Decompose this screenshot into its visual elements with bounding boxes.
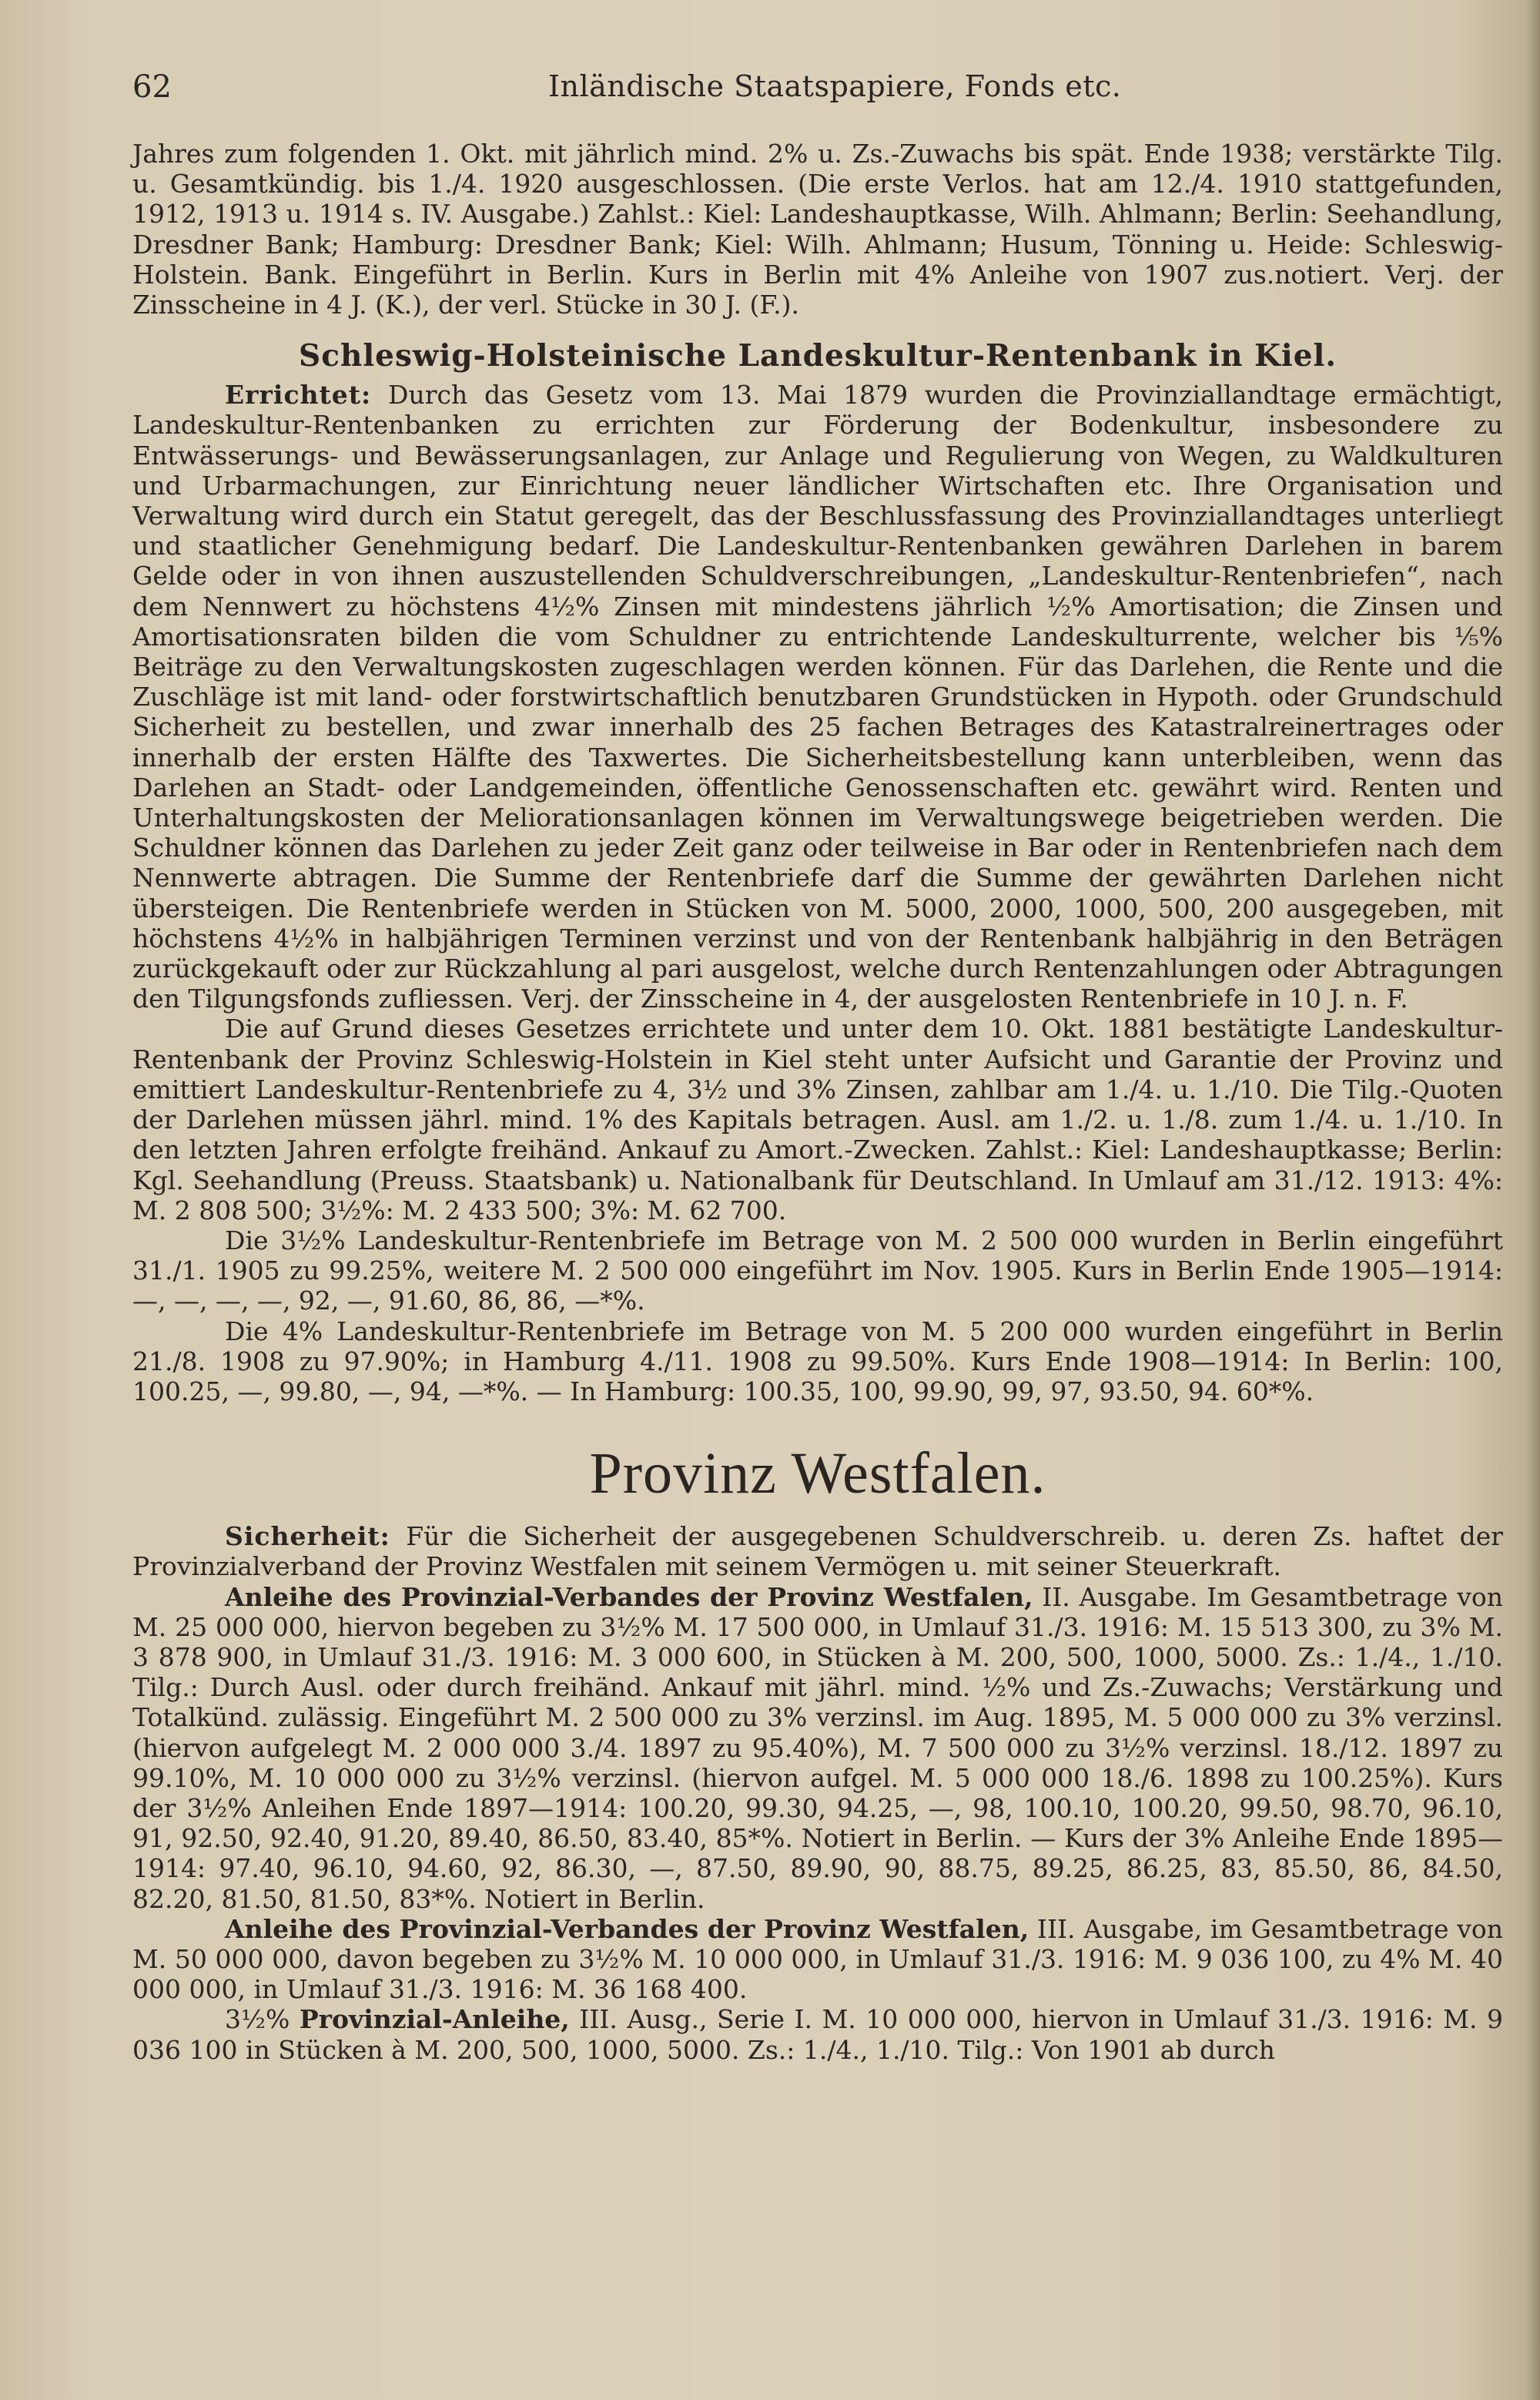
schleswig-heading: Schleswig-Holsteinische Landeskultur-Rentenbank in Kiel. xyxy=(299,338,1337,374)
anleihe-2-label: Anleihe des Provinzial-Verbandes der Provinz Westfalen, xyxy=(225,1581,1033,1612)
anleihe-3-text: III. Ausgabe, im Gesamtbetrage von M. 50 000 000, davon begeben zu 3½% M. 10 000 000, in Umlauf 31./3. 1916: M. 9 036 100, zu 4% M. 40 000 000, in Umlauf 31./3. 1916: M. 36 168 400. xyxy=(132,1913,1504,2005)
errichtet-label: Errichtet: xyxy=(225,380,372,411)
page-content xyxy=(132,54,1503,2065)
sicherheit-text: Für die Sicherheit der ausgegebenen Schuldverschreib. u. deren Zs. haftet der Provinzialverband der Provinz Westfalen mit seinem Vermögen u. mit seiner Steuerkraft. xyxy=(132,1521,1503,1582)
westfalen-anleihe-2-paragraph xyxy=(132,1582,1503,1914)
running-title: Inländische Staatspapiere, Fonds etc. xyxy=(548,69,1122,103)
schleswig-paragraph-3: Die 3½% Landeskultur-Rentenbriefe im Betrage von M. 2 500 000 wurden in Berlin eingeführt 31./1. 1905 zu 99.25%, weitere M. 2 500 000 eingeführt im Nov. 1905. Kurs in Berlin Ende 1905—1914: —, —, —, —, 92, —, 91.60, 86, 86, —*%. xyxy=(132,1225,1503,1316)
sicherheit-label: Sicherheit: xyxy=(225,1521,390,1552)
page-header xyxy=(132,54,1503,139)
intro-paragraph: Jahres zum folgenden 1. Okt. mit jährlich mind. 2% u. Zs.-Zuwachs bis spät. Ende 1938; verstärkte Tilg. u. Gesamtkündig. bis 1./4. 1920 ausgeschlossen. (Die erste Verlos. hat am 12./4. 1910 stattgefunden, 1912, 1913 u. 1914 s. IV. Ausgabe.) Zahlst.: Kiel: Landeshauptkasse, Wilh. Ahlmann; Berlin: Seehandlung, Dresdner Bank; Hamburg: Dresdner Bank; Kiel: Wilh. Ahlmann; Husum, Tönning u. Heide: Schleswig-Holstein. Bank. Eingeführt in Berlin. Kurs in Berlin mit 4% Anleihe von 1907 zus.notiert. Verj. der Zinsscheine in 4 J. (K.), der verl. Stücke in 30 J. (F.). xyxy=(132,139,1503,320)
provinzial-anleihe-text: III. Ausg., Serie I. M. 10 000 000, hiervon in Umlauf 31./3. 1916: M. 9 036 100 in Stücken à M. 200, 500, 1000, 5000. Zs.: 1./4., 1./10. Tilg.: Von 1901 ab durch xyxy=(132,2004,1504,2065)
westfalen-provinzial-anleihe-paragraph xyxy=(132,2004,1503,2064)
schleswig-errichtet-paragraph xyxy=(132,380,1503,1014)
anleihe-3-label: Anleihe des Provinzial-Verbandes der Provinz Westfalen, xyxy=(225,1913,1029,1944)
anleihe-2-text: II. Ausgabe. Im Gesamtbetrage von M. 25 000 000, hiervon begeben zu 3½% M. 17 500 000, in Umlauf 31./3. 1916: M. 15 513 300, zu 3% M. 3 878 900, in Umlauf 31./3. 1916: M. 3 000 600, in Stücken à M. 200, 500, 1000, 5000. Zs.: 1./4., 1./10. Tilg.: Durch Ausl. oder durch freihänd. Ankauf mit jährl. mind. ½% und Zs.-Zuwachs; Verstärkung und Totalkünd. zulässig. Eingeführt M. 2 500 000 zu 3% verzinsl. im Aug. 1895, M. 5 000 000 zu 3% verzinsl. (hiervon aufgelegt M. 2 000 000 3./4. 1897 zu 95.40%), M. 7 500 000 zu 3½% verzinsl. 18./12. 1897 zu 99.10%, M. 10 000 000 zu 3½% verzinsl. (hiervon aufgel. M. 5 000 000 18./6. 1898 zu 100.25%). Kurs der 3½% Anleihen Ende 1897—1914: 100.20, 99.30, 94.25, —, 98, 100.10, 100.20, 99.50, 98.70, 96.10, 91, 92.50, 92.40, 91.20, 89.40, 86.50, 83.40, 85*%. Notiert in Berlin. — Kurs der 3% Anleihe Ende 1895—1914: 97.40, 96.10, 94.60, 92, 86.30, —, 87.50, 89.90, 90, 88.75, 89.25, 86.25, 83, 85.50, 86, 84.50, 82.20, 81.50, 81.50, 83*%. Notiert in Berlin. xyxy=(132,1581,1503,1914)
provinzial-anleihe-rate: 3½% xyxy=(225,2004,290,2035)
provinzial-anleihe-label: Provinzial-Anleihe, xyxy=(299,2004,570,2035)
westfalen-heading: Provinz Westfalen. xyxy=(589,1441,1046,1507)
schleswig-paragraph-2: Die auf Grund dieses Gesetzes errichtete und unter dem 10. Okt. 1881 bestätigte Landeskultur-Rentenbank der Provinz Schleswig-Holstein in Kiel steht unter Aufsicht und Garantie der Provinz und emittiert Landeskultur-Rentenbriefe zu 4, 3½ und 3% Zinsen, zahlbar am 1./4. u. 1./10. Die Tilg.-Quoten der Darlehen müssen jährl. mind. 1% des Kapitals betragen. Ausl. am 1./2. u. 1./8. zum 1./4. u. 1./10. In den letzten Jahren erfolgte freihänd. Ankauf zu Amort.-Zwecken. Zahlst.: Kiel: Landeshauptkasse; Berlin: Kgl. Seehandlung (Preuss. Staatsbank) u. Nationalbank für Deutschland. In Umlauf am 31./12. 1913: 4%: M. 2 808 500; 3½%: M. 2 433 500; 3%: M. 62 700. xyxy=(132,1014,1503,1225)
westfalen-anleihe-3-paragraph xyxy=(132,1914,1503,2005)
errichtet-text: Durch das Gesetz vom 13. Mai 1879 wurden die Provinziallandtage ermächtigt, Landeskultur-Rentenbanken zu errichten zur Förderung der Bodenkultur, insbesondere zu Entwässerungs- und Bewässerungsanlagen, zur Anlage und Regulierung von Wegen, zu Waldkulturen und Urbarmachungen, zur Einrichtung neuer ländlicher Wirtschaften etc. Ihre Organisation und Verwaltung wird durch ein Statut geregelt, das der Beschlussfassung des Provinziallandtages unterliegt und staatlicher Genehmigung bedarf. Die Landeskultur-Rentenbanken gewähren Darlehen in barem Gelde oder in von ihnen auszustellenden Schuldverschreibungen, „Landeskultur-Rentenbriefen“, nach dem Nennwert zu höchstens 4½% Zinsen mit mindestens jährlich ½% Amortisation; die Zinsen und Amortisationsraten bilden die vom Schuldner zu entrichtende Landeskulturrente, welcher bis ⅕% Beiträge zu den Verwaltungskosten zugeschlagen werden können. Für das Darlehen, die Rente und die Zuschläge ist mit land- oder forstwirtschaftlich benutzbaren Grundstücken in Hypoth. oder Grundschuld Sicherheit zu bestellen, und zwar innerhalb des 25 fachen Betrages des Katastralreinertrages oder innerhalb der ersten Hälfte des Taxwertes. Die Sicherheitsbestellung kann unterbleiben, wenn das Darlehen an Stadt- oder Landgemeinden, öffentliche Genossenschaften etc. gewährt wird. Renten und Unterhaltungskosten der Meliorationsanlagen können im Verwaltungswege beigetrieben werden. Die Schuldner können das Darlehen zu jeder Zeit ganz oder teilweise in Bar oder in Rentenbriefen nach dem Nennwerte abtragen. Die Summe der Rentenbriefe darf die Summe der gewährten Darlehen nicht übersteigen. Die Rentenbriefe werden in Stücken von M. 5000, 2000, 1000, 500, 200 ausgegeben, mit höchstens 4½% in halbjährigen Terminen verzinst und von der Rentenbank halbjährig in den Beträgen zurückgekauft oder zur Rückzahlung al pari ausgelost, welche durch Rentenzahlungen oder Abtragungen den Tilgungsfonds zufliessen. Verj. der Zinsscheine in 4, der ausgelosten Rentenbriefe in 10 J. n. F. xyxy=(132,380,1504,1014)
schleswig-paragraph-4: Die 4% Landeskultur-Rentenbriefe im Betrage von M. 5 200 000 wurden eingeführt in Berlin 21./8. 1908 zu 97.90%; in Hamburg 4./11. 1908 zu 99.50%. Kurs Ende 1908—1914: In Berlin: 100, 100.25, —, 99.80, —, 94, —*%. — In Hamburg: 100.35, 100, 99.90, 99, 97, 93.50, 94. 60*%. xyxy=(132,1316,1503,1406)
page-edge-shadow xyxy=(1526,0,1540,2400)
westfalen-sicherheit-paragraph xyxy=(132,1521,1503,1581)
page-number: 62 xyxy=(132,69,172,105)
